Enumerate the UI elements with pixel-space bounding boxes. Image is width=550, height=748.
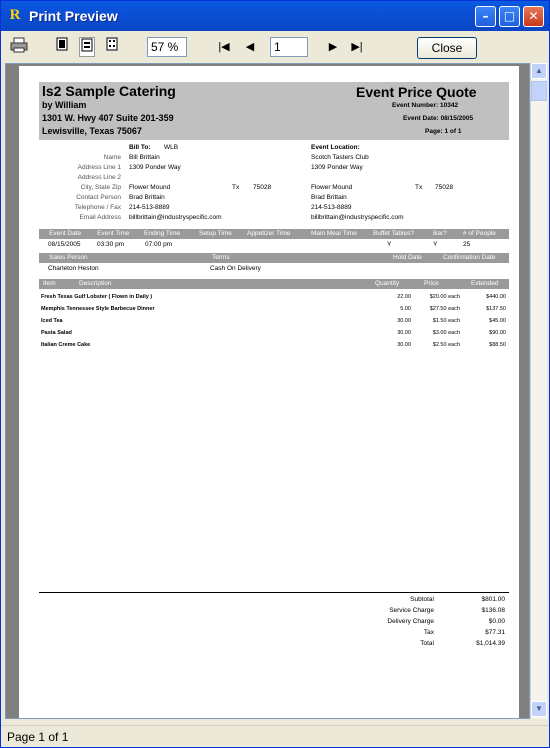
col-price: Price [424, 280, 439, 287]
col-hold-date: Hold Date [393, 254, 422, 261]
event-time-value: 03:30 pm [97, 241, 125, 248]
item-description: Memphis Tennessee Style Barbecue Dinner [41, 306, 155, 312]
company-by: by William [42, 100, 87, 110]
col-appetizer-time: Appetizer Time [247, 230, 291, 237]
loc-zip: 75028 [435, 184, 454, 191]
close-button[interactable]: Close [417, 37, 477, 59]
status-bar [1, 725, 549, 747]
report-page [19, 66, 519, 719]
total-value: $1,014.39 [476, 640, 505, 647]
preview-area[interactable] [5, 63, 530, 719]
col-setup-time: Setup Time [199, 230, 232, 237]
event-date-value: 08/15/2005 [48, 241, 81, 248]
bill-state: Tx [232, 184, 240, 191]
item-quantity: 30.00 [397, 330, 411, 336]
loc-email: billbrittain@industryspecific.com [311, 214, 404, 221]
first-page-icon[interactable]: |◀ [218, 41, 230, 53]
item-extended: $440.00 [486, 294, 506, 300]
bar-value: Y [433, 241, 438, 248]
label-addr2: Address Line 2 [77, 174, 121, 181]
event-location-label: Event Location: [311, 144, 360, 151]
delivery-charge-label: Delivery Charge [387, 618, 434, 625]
item-description: Iced Tea [41, 318, 63, 324]
buffet-value: Y [387, 241, 392, 248]
item-price: $3.00 each [432, 330, 460, 336]
col-event-time: Event Time [97, 230, 130, 237]
doc-title: Event Price Quote [356, 84, 477, 100]
event-number: Event Number: 10342 [392, 102, 459, 109]
item-quantity: 5.00 [400, 306, 411, 312]
item-price: $2.50 each [432, 342, 460, 348]
item-extended: $45.00 [489, 318, 506, 324]
loc-contact: Brad Brittain [311, 194, 347, 201]
label-name: Name [103, 154, 121, 161]
col-event-date: Event Date [49, 230, 82, 237]
total-label: Total [420, 640, 434, 647]
col-quantity: Quantity [375, 280, 400, 287]
item-quantity: 30.00 [397, 318, 411, 324]
ending-time-value: 07:00 pm [145, 241, 173, 248]
col-item: Item [43, 280, 56, 287]
col-bar: Bar? [433, 230, 447, 237]
col-confirmation-date: Confirmation Date [443, 254, 496, 261]
bill-to-label: Bill To: [129, 144, 151, 151]
bill-phone: 214-513-8889 [129, 204, 170, 211]
print-icon[interactable] [9, 37, 29, 57]
label-contact: Contact Person [76, 194, 121, 201]
item-description: Pasta Salad [41, 330, 72, 336]
item-price: $20.00 each [429, 294, 460, 300]
item-description: Italian Creme Cake [41, 342, 91, 348]
delivery-charge-value: $0.00 [488, 618, 505, 625]
company-city: Lewisville, Texas 75067 [42, 126, 142, 136]
two-page-icon[interactable] [79, 37, 95, 57]
page-number-input[interactable]: 1 [270, 37, 308, 57]
company-name: ls2 Sample Catering [42, 83, 176, 99]
loc-name: Scotch Tasters Club [311, 154, 369, 161]
app-icon: R [9, 7, 21, 23]
people-value: 25 [463, 241, 471, 248]
tax-value: $77.31 [485, 629, 505, 636]
service-charge-label: Service Charge [389, 607, 434, 614]
totals-divider [39, 592, 509, 593]
loc-city: Flower Mound [311, 184, 353, 191]
item-extended: $90.00 [489, 330, 506, 336]
loc-state: Tx [415, 184, 423, 191]
terms-value: Cash On Delivery [210, 265, 261, 272]
label-phone: Telephone / Fax [74, 204, 121, 211]
scroll-up-icon[interactable]: ▲ [531, 63, 547, 79]
item-extended: $88.50 [489, 342, 506, 348]
previous-page-icon[interactable]: ◀ [245, 41, 255, 53]
sales-person-value: Charleton Heston [48, 265, 99, 272]
item-extended: $137.50 [486, 306, 506, 312]
col-main-meal-time: Main Meal Time [311, 230, 357, 237]
vertical-scrollbar[interactable] [530, 63, 547, 719]
col-buffet-tables: Buffet Tables? [373, 230, 414, 237]
bill-name: Bill Brittain [129, 154, 160, 161]
col-ending-time: Ending Time [144, 230, 181, 237]
label-addr1: Address Line 1 [77, 164, 121, 171]
single-page-icon[interactable] [55, 37, 69, 57]
multi-page-icon[interactable] [105, 37, 119, 57]
last-page-icon[interactable]: ▶| [351, 41, 363, 53]
scroll-down-icon[interactable]: ▼ [531, 701, 547, 717]
bill-email: billbrittain@industryspecific.com [129, 214, 222, 221]
label-city: City, State Zip [80, 184, 121, 191]
event-date-header: Event Date: 08/15/2005 [403, 115, 474, 122]
item-quantity: 22.00 [397, 294, 411, 300]
window-title: Print Preview [29, 8, 118, 24]
tax-label: Tax [423, 629, 434, 636]
loc-phone: 214-513-8889 [311, 204, 352, 211]
item-description: Fresh Texas Gulf Lobster ( Flown in Daily ) [41, 294, 153, 300]
loc-addr1: 1309 Ponder Way [311, 164, 363, 171]
item-price: $27.50 each [429, 306, 460, 312]
bill-addr1: 1309 Ponder Way [129, 164, 181, 171]
close-window-button[interactable]: ✕ [523, 6, 544, 27]
toolbar [1, 31, 549, 63]
bill-to-code: WLB [164, 144, 179, 151]
title-bar [1, 1, 549, 31]
status-text: Page 1 of 1 [7, 730, 69, 744]
service-charge-value: $136.08 [481, 607, 505, 614]
maximize-button[interactable]: □ [499, 6, 520, 27]
event-header-band [39, 229, 509, 239]
subtotal-label: Subtotal [410, 596, 434, 603]
company-address: 1301 W. Hwy 407 Suite 201-359 [42, 113, 174, 123]
minimize-button[interactable]: – [475, 6, 496, 27]
zoom-input[interactable]: 57 % [147, 37, 187, 57]
col-description: Description [79, 280, 112, 287]
item-price: $1.50 each [432, 318, 460, 324]
label-email: Email Address [79, 214, 121, 221]
col-sales-person: Sales Person [49, 254, 88, 261]
sales-header-band [39, 253, 509, 263]
bill-zip: 75028 [253, 184, 272, 191]
item-quantity: 30.00 [397, 342, 411, 348]
subtotal-value: $801.00 [481, 596, 505, 603]
page-info: Page: 1 of 1 [425, 128, 462, 135]
bill-contact: Brad Brittain [129, 194, 165, 201]
scroll-thumb[interactable] [531, 81, 547, 101]
item-header-band [39, 279, 509, 289]
col-people: # of People [463, 230, 496, 237]
bill-city: Flower Mound [129, 184, 171, 191]
col-terms: Terms [212, 254, 230, 261]
col-extended: Extended [471, 280, 499, 287]
next-page-icon[interactable]: ▶ [328, 41, 338, 53]
